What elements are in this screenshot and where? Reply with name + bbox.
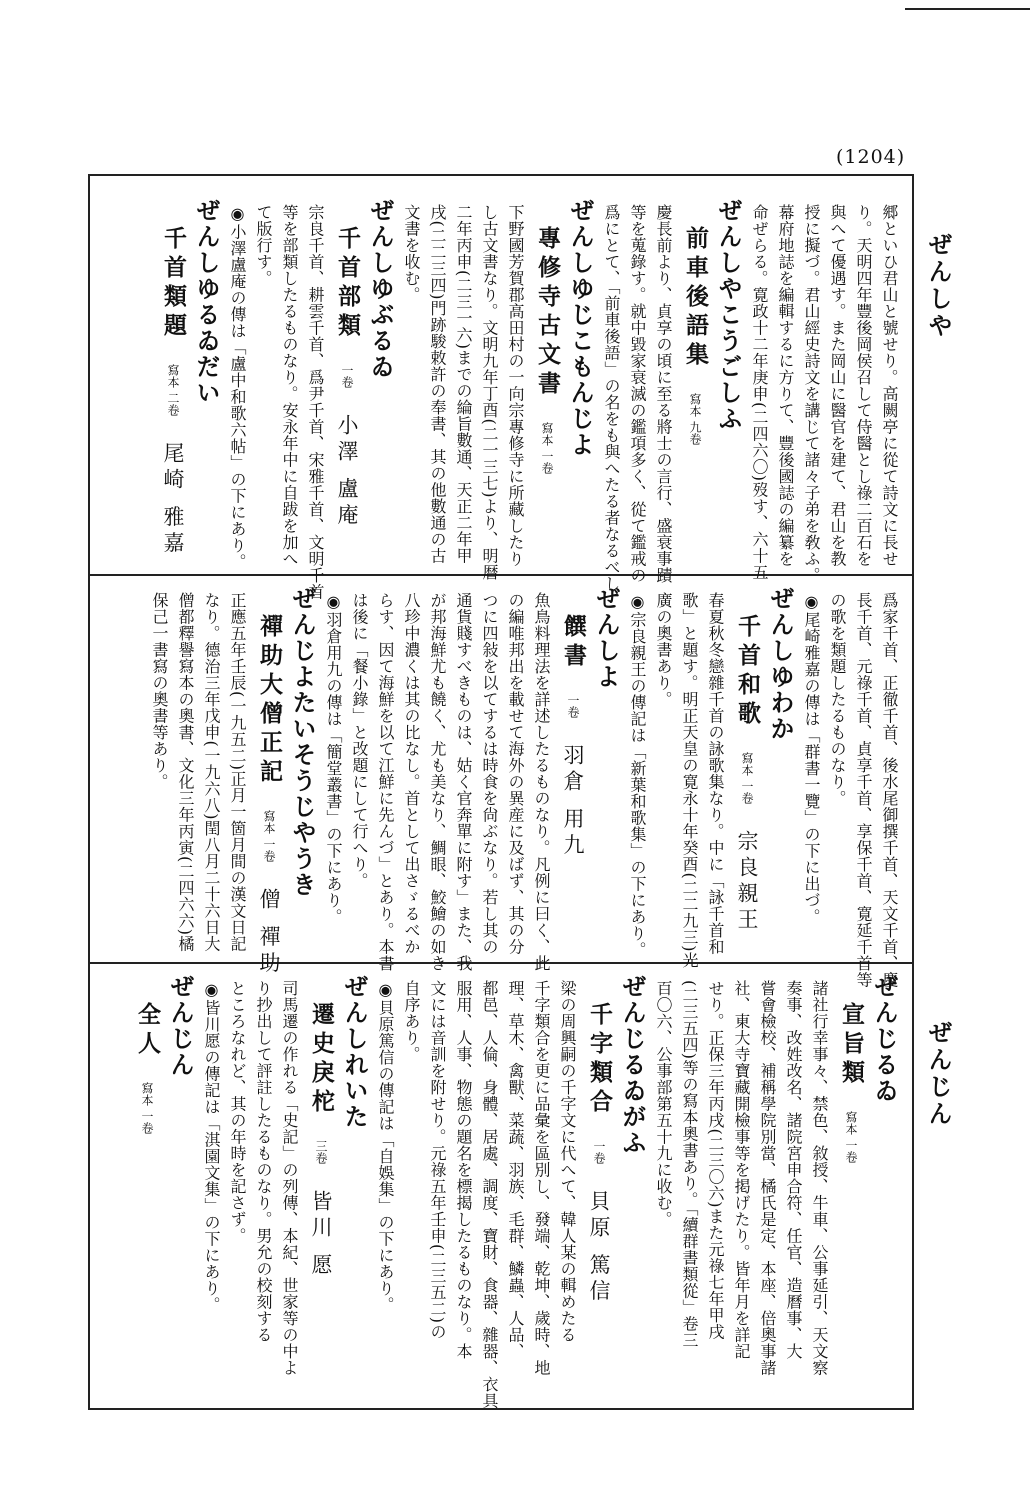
entry-body-line: 郷といひ君山と號せり。高闕亭に從て詩文に長せ — [880, 204, 899, 567]
entry-body-line: 理、草木、禽獸、菜蔬、羽族、毛群、鱗蟲、人品、 — [506, 980, 525, 1360]
entry-body-line: 慶長前より、貞享の頃に至る將士の言行、盛衰事蹟 — [654, 204, 673, 584]
entry-body-line: 文には音訓を附せり。元祿五年壬申(二三五二)の — [428, 980, 447, 1340]
entry-body-line: 等を部類したるものなり。安永年中に自跋を加へ — [280, 204, 299, 567]
entry-author: 僧 禪助 — [257, 887, 281, 978]
entry-body-line: 八珍中濃くは其の比なし。首として出さゞるべか — [402, 592, 421, 955]
entry-volume: 一卷 — [566, 694, 580, 718]
entry-headword: ぜんじよたいそうじやうき — [288, 586, 317, 898]
entry-body-line: の歌を類題したるものなり。 — [828, 592, 847, 807]
entry-title: 全人 — [134, 1002, 161, 1060]
side-label-top: ぜんしや — [924, 232, 953, 340]
entry-author: 小澤 盧庵 — [335, 414, 359, 530]
entry-title-line — [154, 226, 190, 556]
entry-body-line: つに四敍を以てするは時食を尙ぶなり。若し其の — [480, 592, 499, 955]
entry-title: 千首和歌 — [734, 614, 761, 730]
tier-divider-2 — [88, 962, 914, 964]
tier-middle — [92, 586, 910, 988]
entry-body-line: 都邑、人倫、身體、居處、調度、寶財、食器、雜器、衣具 — [480, 980, 499, 1409]
top-rule — [905, 8, 1030, 10]
entry-title: 專修寺古文書 — [534, 226, 561, 400]
entry-title-line — [328, 226, 364, 556]
entry-body-line: 歌」と題す。明正天皇の寛永十年癸酉(二二九三)光 — [680, 592, 699, 969]
entry-body-line: 奏事、改姓改名、諸院宮申合符、任官、造曆事、大 — [784, 980, 803, 1360]
entry-body-line: 保己一書寫の奧書等あり。 — [150, 592, 169, 790]
entry-volume: 一卷 — [592, 1140, 606, 1164]
entry-body-line: 梁の周興嗣の千字文に代へて、韓人某の輯めたる — [558, 980, 577, 1343]
entry-author: 貝原 篤信 — [587, 1190, 611, 1306]
entry-body-line: り抄出して評註したるものなり。男允の校刻する — [254, 980, 273, 1343]
entry-body-line: 廣の奧書あり。 — [654, 592, 673, 708]
tier-top — [92, 198, 910, 600]
entry-title-line — [528, 226, 564, 556]
entry-title-line — [250, 614, 286, 978]
entry-title: 禪助大僧正記 — [256, 614, 283, 788]
entry-headword: ぜんじん — [166, 974, 195, 1078]
entry-body-line: の編唯邦出を載せて海外の異産に及ばず、其の分 — [506, 592, 525, 955]
entry-body-line: 等を蒐錄す。就中毀家衰滅の鑑項多く、從て鑑戒の — [628, 204, 647, 584]
entry-body-line: 二年丙申(二三一六)までの綸旨數通、天正二年甲 — [454, 204, 473, 564]
side-label-bottom: ぜんじん — [924, 1020, 953, 1128]
entry-body-line: 通貨賤すべきものは、姑く官奔單に附す」また、我 — [454, 592, 473, 972]
entry-body-line: 嘗會檢校、補稱學院別當、橘氏是定、本座、倍奧事諸 — [758, 980, 777, 1376]
entry-body-line: ◉皆川愿の傳記は「淇園文集」の下にあり。 — [202, 980, 221, 1313]
entry-title-line — [128, 1002, 164, 1332]
entry-body-line: せり。正保三年丙戌(二三〇六)また元祿七年甲戌 — [706, 980, 725, 1340]
entry-body-line: 自序あり。 — [402, 980, 421, 1063]
entry-title-line — [302, 1002, 338, 1332]
entry-body-line: 社、東大寺寶藏開檢事等を掲げたり。皆年月を詳記 — [732, 980, 751, 1360]
entry-headword: ぜんしゆぶるゐ — [366, 198, 395, 380]
entry-body-line: らす、因て海鮮を以て江鮮に先んづ」とあり。本書 — [376, 592, 395, 972]
entry-body-line: 命ぜらる。寛政十二年庚申(二四六〇)歿す、六十五 — [750, 204, 769, 581]
entry-body-line: し古文書なり。文明九年丁酉(二一三七)より、明暦 — [480, 204, 499, 581]
entry-body-line: ◉貝原篤信の傳記は「自娛集」の下にあり。 — [376, 980, 395, 1313]
entry-volume: 寫本 九卷 — [688, 393, 702, 445]
entry-body-line: 宗良千首、耕雲千首、爲尹千首、宋雅千首、文明千首 — [306, 204, 325, 600]
entry-body-line: 幕府地誌を編輯するに方りて、豐後國誌の編纂を — [776, 204, 795, 567]
entry-body-line: 爲家千首、正徹千首、後水尾御撰千首、天文千首、慶 — [880, 592, 899, 988]
entry-body-line: (二三五四)等の寫本奧書あり。「續群書類從」卷三 — [680, 980, 699, 1349]
entry-author: 尾崎 雅嘉 — [161, 441, 185, 558]
entry-title-line — [832, 1002, 868, 1332]
entry-body-line: 正應五年壬辰(一九五二)正月一箇月間の漢文日記 — [228, 592, 247, 952]
entry-title-line — [676, 226, 712, 556]
entry-body-line: 千字類合を更に品彙を區別し、發端、乾坤、歲時、地 — [532, 980, 551, 1376]
entry-headword: ぜんしゆわか — [766, 586, 795, 742]
entry-body-line: ◉宗良親王の傳記は「新葉和歌集」の下にあり。 — [628, 592, 647, 958]
entry-body-line: て版行す。 — [254, 204, 273, 287]
entry-volume: 寫本 二卷 — [166, 364, 180, 416]
entry-title-line — [728, 614, 764, 944]
entry-body-line: 戌(二二三四)門跡駿敕許の奉書、其の他數通の古 — [428, 204, 447, 564]
entry-author: 宗良親王 — [735, 829, 759, 934]
entry-body-line: 魚鳥料理法を詳述したるものなり。凡例に曰く、此 — [532, 592, 551, 972]
entry-headword: ぜんしゆるゐだい — [192, 198, 221, 406]
entry-title: 遷史戾柁 — [308, 1002, 335, 1118]
entry-headword: ぜんじるゐ — [870, 974, 899, 1104]
entry-headword: ぜんしよ — [592, 586, 621, 690]
entry-volume: 寫本 一卷 — [844, 1111, 858, 1163]
entry-author: 羽倉 用九 — [561, 744, 585, 860]
entry-body-line: 春夏秋冬戀雜千首の詠歌集なり。中に「詠千首和 — [706, 592, 725, 955]
entry-headword: ぜんしやこうごしふ — [714, 198, 743, 432]
entry-title: 千首部類 — [334, 226, 361, 342]
tier-bottom — [92, 974, 910, 1409]
entry-body-line: ところなれど、其の年時を記さず。 — [228, 980, 247, 1244]
page-number: (1204) — [836, 146, 906, 168]
entry-body-line: 司馬遷の作れる「史記」の列傳、本紀、世家等の中よ — [280, 980, 299, 1376]
entry-title: 千首類題 — [160, 226, 187, 342]
entry-body-line: 下野國芳賀郡高田村の一向宗專修寺に所藏したり — [506, 204, 525, 567]
entry-title-line — [580, 1002, 616, 1332]
entry-body-line: ◉尾崎雅嘉の傳は「群書一覽」の下に出づ。 — [802, 592, 821, 925]
entry-body-line: ◉小澤盧庵の傳は「盧中和歌六帖」の下にあり。 — [228, 204, 247, 570]
entry-headword: ぜんじるゐがふ — [618, 974, 647, 1156]
entry-volume: 寫本 一卷 — [140, 1082, 154, 1134]
entry-body-line: 授に擬づ。君山經史詩文を講じて諸々子弟を敎ふ。 — [802, 204, 821, 584]
entry-author: 皆川 愿 — [309, 1190, 333, 1280]
entry-body-line: は後に「餐小錄」と改題にして行へり。 — [350, 592, 369, 889]
entry-volume: 寫本 一卷 — [540, 422, 554, 474]
entry-title: 饌書 — [560, 614, 587, 672]
entry-title: 宣旨類 — [838, 1002, 865, 1089]
entry-body-line: 與へて優遇す。また岡山に醫官を建て、君山を教 — [828, 204, 847, 567]
entry-title: 前車後語集 — [682, 226, 709, 371]
entry-volume: 一卷 — [340, 364, 354, 388]
entry-volume: 寫本 一卷 — [262, 810, 276, 862]
entry-body-line: 爲にとて、「前車後語」の名をも與へたる者なるべし — [602, 204, 621, 592]
entry-body-line: が邦海鮮尤も饒く、尤も美なり、鯛眼、鮫鱠の如き — [428, 592, 447, 972]
entry-body-line: 諸社行幸事々、禁色、敘授、牛車、公事延引、天文察 — [810, 980, 829, 1376]
entry-body-line: り。天明四年豐後岡侯召して侍醫とし祿二百石を — [854, 204, 873, 567]
entry-body-line: 長千首、元祿千首、貞享千首、享保千首、寛延千首等 — [854, 592, 873, 988]
entry-title-line — [554, 614, 590, 944]
entry-headword: ぜんしれいた — [340, 974, 369, 1130]
entry-body-line: 服用、人事、物態の題名を標揭したるものなり。本 — [454, 980, 473, 1360]
entry-volume: 寫本 一卷 — [740, 752, 754, 804]
entry-title: 千字類合 — [586, 1002, 613, 1118]
entry-volume: 三卷 — [314, 1140, 328, 1164]
entry-body-line: 僧都釋譽寫本の奧書、文化三年丙寅(二四六六)橘 — [176, 592, 195, 952]
entry-body-line: 百〇六、公事部第五十九に收む。 — [654, 980, 673, 1228]
entry-body-line: 文書を收む。 — [402, 204, 421, 303]
entry-body-line: なり。德治三年戊申(一九六八)閏八月二十六日大 — [202, 592, 221, 952]
entry-headword: ぜんしゆじこもんじよ — [566, 198, 595, 458]
entry-body-line: ◉羽倉用九の傳は「簡堂叢書」の下にあり。 — [324, 592, 343, 925]
